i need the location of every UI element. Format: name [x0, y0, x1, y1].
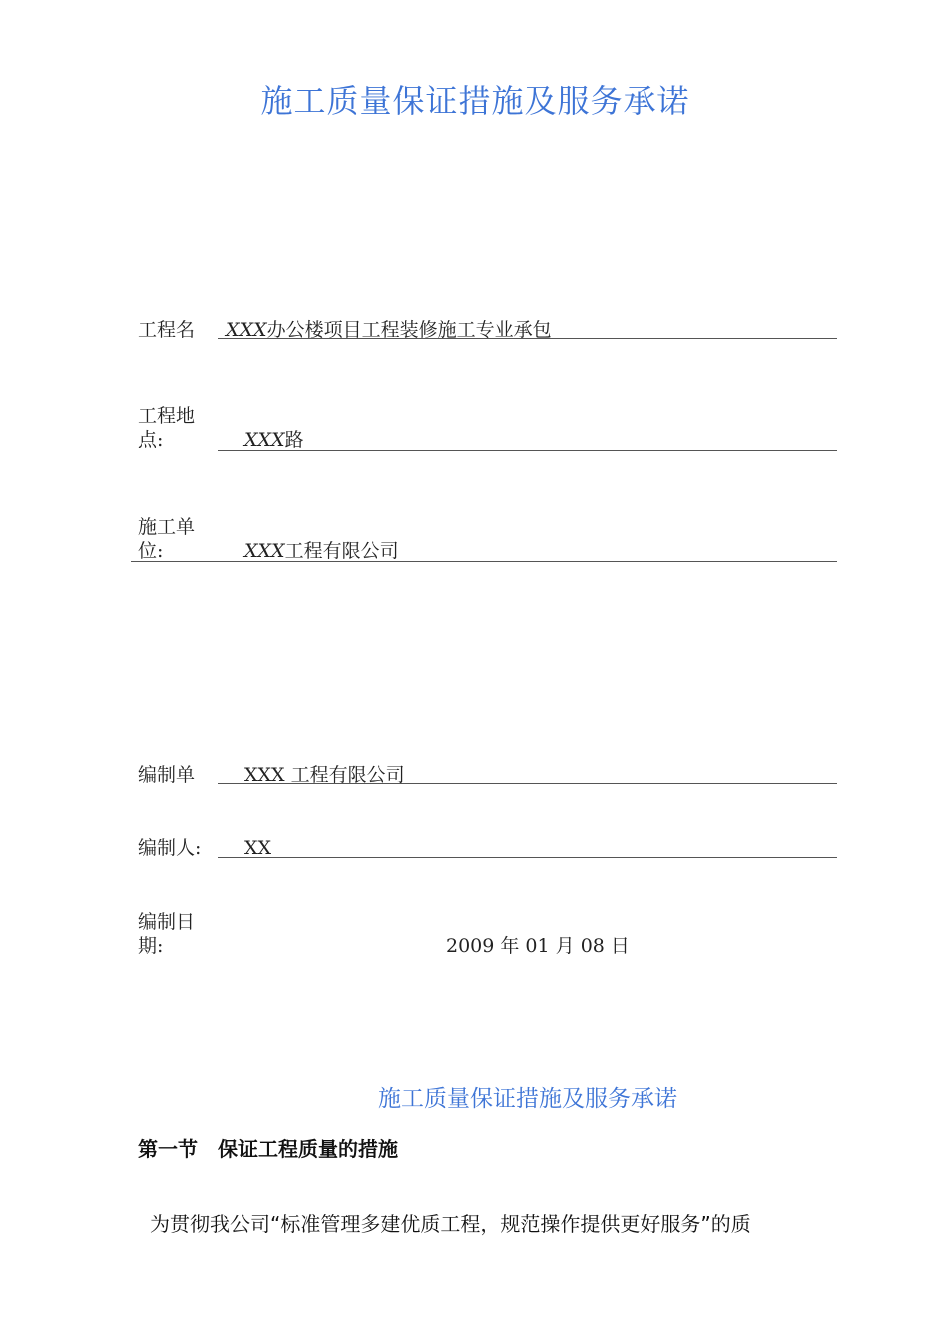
project-name-prefix: XXX	[226, 319, 267, 341]
compiler-unit-label: 编制单	[138, 764, 196, 786]
date-label: 编制日期:	[138, 911, 196, 957]
project-name-rest: 办公楼项目工程装修施工专业承包	[266, 319, 552, 341]
compiler-underline	[218, 857, 837, 858]
compiler-unit-underline	[218, 783, 837, 784]
project-name-underline	[218, 338, 837, 339]
compiler-label: 编制人:	[138, 837, 202, 859]
document-title: 施工质量保证措施及服务承诺	[260, 82, 690, 120]
compiler-value: XX	[244, 837, 272, 859]
compiler-unit-value: XXX 工程有限公司	[244, 764, 405, 786]
chapter-heading: 第一节 保证工程质量的措施	[138, 1137, 398, 1161]
project-location-underline	[218, 450, 837, 451]
project-name-label: 工程名	[138, 319, 196, 341]
project-location-prefix: XXX	[244, 429, 285, 451]
contractor-value	[244, 539, 399, 563]
contractor-prefix: XXX	[244, 540, 285, 562]
section-title: 施工质量保证措施及服务承诺	[378, 1086, 677, 1112]
date-value: 2009 年 01 月 08 日	[446, 935, 630, 957]
contractor-label: 施工单位:	[138, 516, 196, 562]
contractor-underline	[131, 561, 837, 562]
contractor-rest: 工程有限公司	[284, 540, 399, 562]
project-location-value	[244, 428, 304, 452]
project-location-rest: 路	[284, 429, 304, 451]
project-location-label: 工程地点:	[138, 405, 196, 451]
body-paragraph: 为贯彻我公司“标准管理多建优质工程，规范操作提供更好服务”的质	[150, 1212, 751, 1236]
